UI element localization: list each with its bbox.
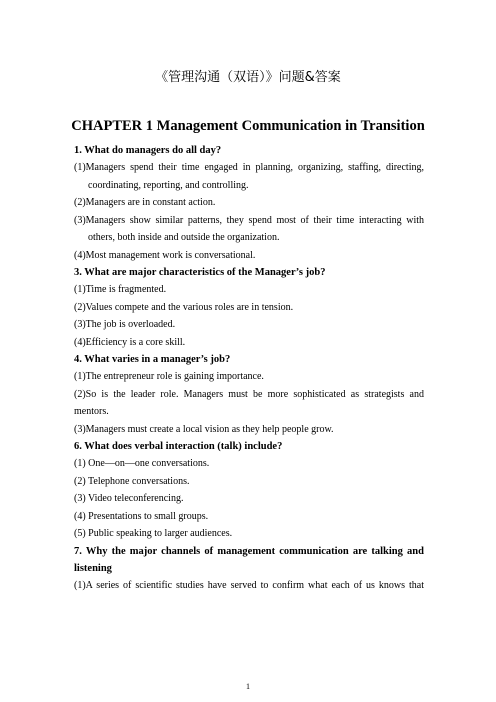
answer-line: (4) Presentations to small groups. bbox=[74, 510, 209, 522]
answer-line: (5) Public speaking to larger audiences. bbox=[74, 528, 233, 539]
answer-line: (3)The job is overloaded. bbox=[74, 319, 176, 330]
answer-line: (3)Managers show similar patterns, they spend most of their time interacting with bbox=[74, 214, 424, 226]
answer-line: (1) One—on—one conversations. bbox=[74, 458, 210, 469]
question-heading: 4. What varies in a manager’s job? bbox=[74, 354, 231, 365]
answer-line: others, both inside and outside the organization. bbox=[88, 232, 280, 243]
answer-line: (4)Most management work is conversational. bbox=[74, 249, 256, 261]
document-title: 《管理沟通（双语）》问题&答案 bbox=[155, 70, 341, 85]
chapter-title: CHAPTER 1 Management Communication in Transition bbox=[71, 118, 425, 134]
answer-line: (1)Time is fragmented. bbox=[74, 284, 167, 295]
answer-line: (2)So is the leader role. Managers must be more sophisticated as strategists and bbox=[74, 388, 424, 400]
question-heading: listening bbox=[74, 562, 112, 574]
answer-line: (2)Managers are in constant action. bbox=[74, 197, 216, 208]
document-body bbox=[74, 142, 424, 594]
answer-line: (2) Telephone conversations. bbox=[74, 475, 190, 487]
answer-line: (1)Managers spend their time engaged in planning, organizing, staffing, directing, bbox=[74, 162, 424, 173]
answer-line: (2)Values compete and the various roles are in tension. bbox=[74, 301, 294, 313]
question-heading: 3. What are major characteristics of the Manager’s job? bbox=[74, 267, 326, 278]
page-number: 1 bbox=[246, 682, 250, 691]
answer-line: (1)The entrepreneur role is gaining importance. bbox=[74, 371, 264, 382]
question-heading: 1. What do managers do all day? bbox=[74, 145, 222, 156]
answer-line: (4)Efficiency is a core skill. bbox=[74, 336, 186, 348]
answer-line: (3)Managers must create a local vision as they help people grow. bbox=[74, 423, 334, 435]
question-heading: 6. What does verbal interaction (talk) include? bbox=[74, 441, 283, 452]
answer-line: mentors. bbox=[74, 406, 109, 417]
answer-line: coordinating, reporting, and controlling. bbox=[88, 179, 249, 191]
answer-line: (3) Video teleconferencing. bbox=[74, 493, 184, 504]
answer-line: (1)A series of scientific studies have served to confirm what each of us knows that bbox=[74, 579, 424, 591]
question-heading: 7. Why the major channels of management communication are talking and bbox=[74, 545, 424, 557]
